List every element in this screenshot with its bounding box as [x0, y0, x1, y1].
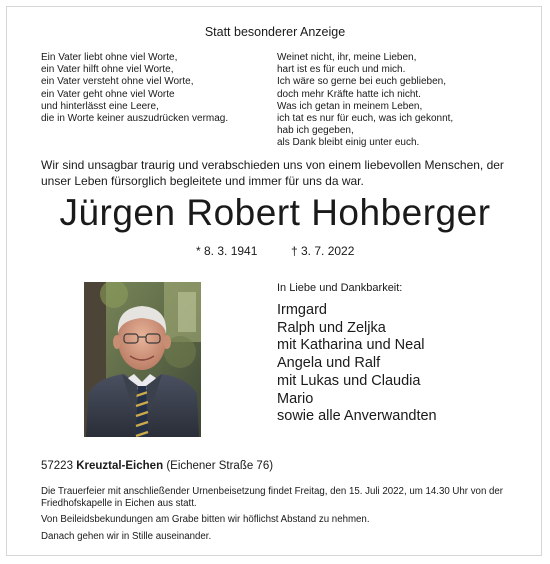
- poem-line: Weinet nicht, ihr, meine Lieben,: [277, 52, 417, 63]
- death-date: † 3. 7. 2022: [291, 244, 355, 258]
- poem-line: die in Worte keiner auszudrücken vermag.: [41, 113, 229, 125]
- street-name: (Eichener Straße 76): [166, 460, 274, 472]
- funeral-info: Die Trauerfeier mit anschließender Urnenbeisetzung findet Freitag, den 15. Juli 2022, um 14.30 Uhr von der Friedhofskapelle in Eichen aus statt.: [41, 486, 504, 509]
- condolence-note: Von Beileidsbekundungen am Grabe bitten wir höflichst Abstand zu nehmen.: [41, 514, 370, 525]
- birth-date: * 8. 3. 1941: [196, 244, 258, 258]
- mourner-line: Ralph und Zeljka: [277, 319, 386, 336]
- address-line: [41, 460, 273, 472]
- poem-line: ein Vater hilft ohne viel Worte,: [41, 64, 174, 76]
- poem-line: ein Vater versteht ohne viel Worte,: [41, 76, 194, 88]
- postal-code: 57223: [41, 460, 73, 472]
- mourner-line: mit Lukas und Claudia: [277, 372, 421, 389]
- poem-line: Ein Vater liebt ohne viel Worte,: [41, 52, 178, 63]
- closing-note: Danach gehen wir in Stille auseinander.: [41, 531, 212, 542]
- poem-line: ein Vater geht ohne viel Worte: [41, 88, 175, 100]
- mourners-label: In Liebe und Dankbarkeit:: [277, 282, 403, 294]
- poem-line: hart ist es für euch und mich.: [277, 64, 406, 76]
- mourner-line: mit Katharina und Neal: [277, 337, 425, 354]
- mourner-line: Mario: [277, 390, 314, 407]
- poem-left: [41, 52, 228, 125]
- town-name: Kreuztal-Eichen: [76, 460, 164, 472]
- intro-text: Wir sind unsagbar traurig und verabschieden uns von einem liebevollen Menschen, der unser Leben fürsorglich begleitete und immer für uns da war.: [41, 158, 504, 188]
- poem-line: als Dank bleibt einig unter euch.: [277, 137, 420, 149]
- poem-line: und hinterlässt eine Leere,: [41, 100, 159, 112]
- poem-line: ich tat es nur für euch, was ich gekonnt,: [277, 113, 454, 125]
- poem-line: hab ich gegeben,: [277, 125, 354, 137]
- portrait-photo: [84, 282, 201, 437]
- mourner-line: Irmgard: [277, 302, 327, 318]
- poem-line: doch mehr Kräfte hatte ich nicht.: [277, 88, 421, 100]
- mourner-line: Angela und Ralf: [277, 355, 381, 372]
- mourners-list: [277, 302, 437, 426]
- mourner-line: sowie alle Anverwandten: [277, 408, 437, 425]
- poem-line: Was ich getan in meinem Leben,: [277, 100, 423, 112]
- deceased-name: Jürgen Robert Hohberger: [59, 192, 491, 233]
- poem-right: [277, 52, 453, 150]
- poem-line: Ich wäre so gerne bei euch geblieben,: [277, 76, 447, 88]
- notice-heading: Statt besonderer Anzeige: [204, 25, 346, 39]
